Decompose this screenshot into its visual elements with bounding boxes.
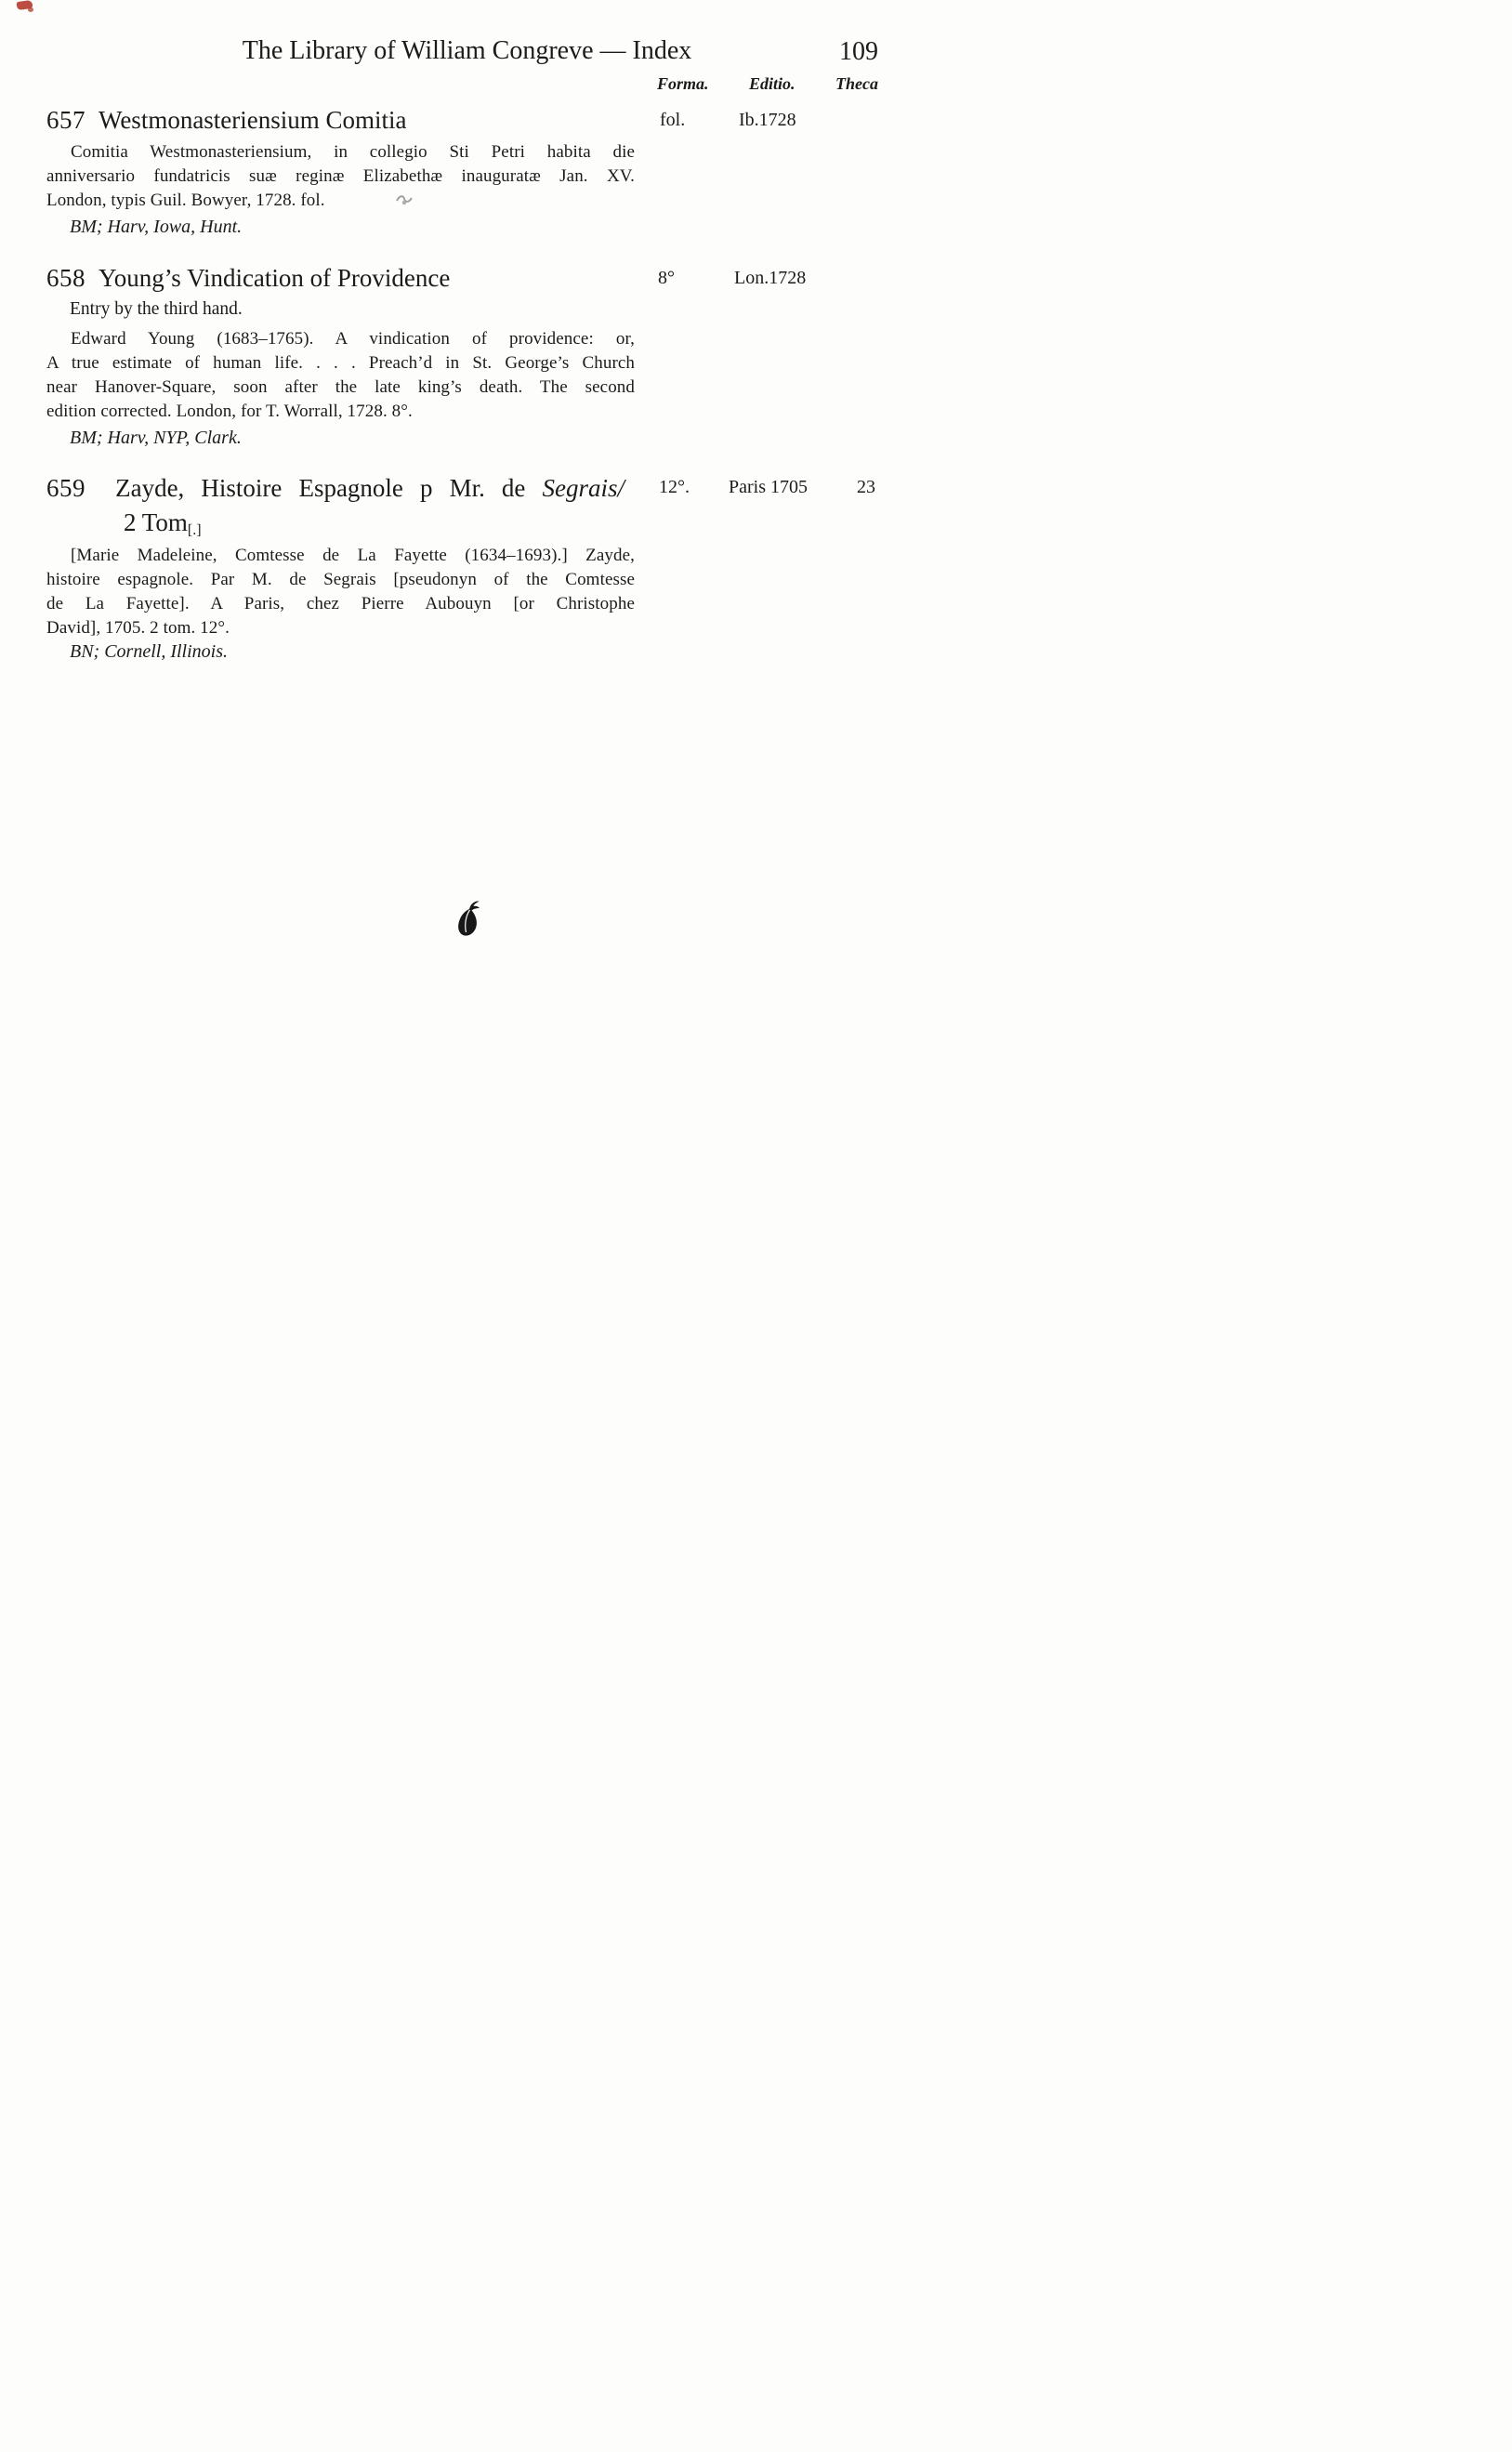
body-line: David], 1705. 2 tom. 12°. — [46, 618, 230, 638]
entry-note-658: Entry by the third hand. — [70, 299, 243, 319]
entry-number: 657 — [46, 106, 85, 134]
entry-editio-value: Lon.1728 — [734, 268, 807, 288]
entry-title: Young’s Vindication of Providence — [99, 264, 451, 292]
entry-holdings-659: BN; Cornell, Illinois. — [70, 641, 228, 662]
body-line: London, typis Guil. Bowyer, 1728. fol. — [46, 191, 325, 210]
body-line: near Hanover-Square, soon after the late king’s death. The second — [46, 377, 635, 397]
entry-body-659 — [46, 544, 635, 640]
entry-holdings-657: BM; Harv, Iowa, Hunt. — [70, 217, 243, 237]
body-line: A true estimate of human life. . . . Preach’d in St. George’s Church — [46, 353, 635, 373]
entry-editio-value: Ib.1728 — [739, 110, 796, 130]
entry-title: Westmonasteriensium Comitia — [99, 106, 407, 134]
column-header-theca: Theca — [835, 74, 878, 93]
entry-heading-657 — [46, 105, 407, 135]
entry-body-658 — [46, 327, 635, 424]
entry-body-657 — [46, 140, 635, 213]
body-line: de La Fayette]. A Paris, chez Pierre Aubouyn [or Christophe — [46, 594, 635, 613]
entry-forma-value: fol. — [660, 110, 686, 130]
scan-artifact-red-dot — [28, 7, 33, 12]
body-line: histoire espagnole. Par M. de Segrais [pseudonyn of the Comtesse — [46, 570, 635, 589]
entry-heading-659-line2 — [124, 508, 202, 539]
printer-ornament-icon — [454, 898, 481, 943]
entry-heading-659 — [46, 473, 625, 503]
entry-title-italic: Segrais/ — [542, 474, 625, 502]
page-number: 109 — [839, 37, 878, 66]
entry-theca-value: 23 — [857, 477, 875, 497]
entry-number: 659 — [46, 474, 85, 502]
body-line: edition corrected. London, for T. Worrall, 1728. 8°. — [46, 402, 413, 421]
entry-number: 658 — [46, 264, 85, 292]
entry-title-prefix: Zayde, Histoire Espagnole p Mr. de — [115, 474, 526, 502]
entry-forma-value: 8° — [658, 268, 675, 288]
column-header-editio: Editio. — [749, 74, 795, 93]
entry-title-line2: 2 Tom — [124, 508, 188, 536]
entry-forma-value: 12°. — [659, 477, 690, 497]
page-title: The Library of William Congreve — Index — [242, 36, 692, 65]
entry-title-bracket: [.] — [187, 522, 202, 538]
entry-heading-658 — [46, 263, 450, 293]
body-line: anniversario fundatricis suæ reginæ Elizabethæ inauguratæ Jan. XV. — [46, 166, 635, 186]
entry-holdings-658: BM; Harv, NYP, Clark. — [70, 428, 242, 448]
entry-editio-value: Paris 1705 — [729, 477, 808, 497]
column-header-forma: Forma. — [657, 74, 709, 93]
ink-smudge-icon — [394, 191, 414, 211]
body-line: [Marie Madeleine, Comtesse de La Fayette (1634–1693).] Zayde, — [71, 546, 635, 565]
body-line: Edward Young (1683–1765). A vindication of providence: or, — [71, 329, 635, 349]
body-line: Comitia Westmonasteriensium, in collegio Sti Petri habita die — [71, 142, 635, 162]
